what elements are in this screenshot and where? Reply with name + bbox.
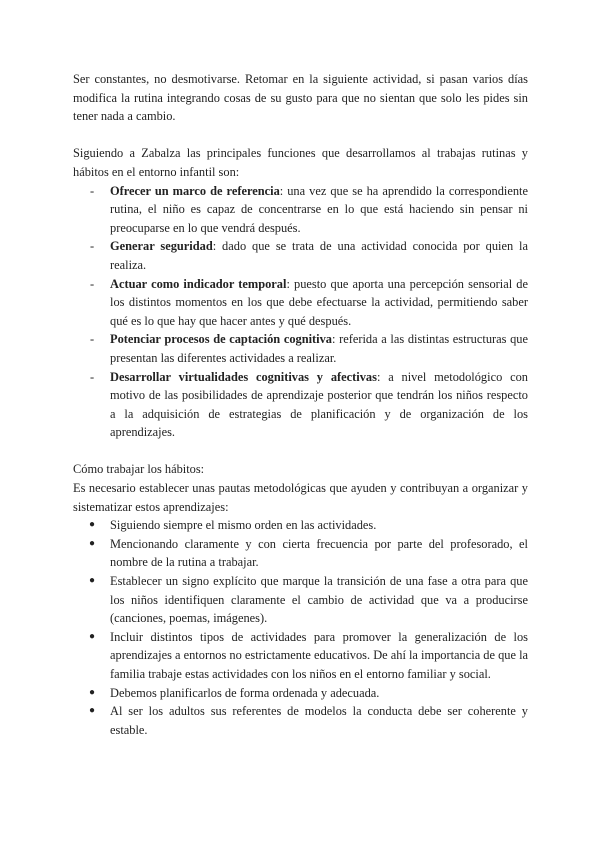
function-term: Potenciar procesos de captación cognitiva [110,332,333,347]
bullet-marker: ● [89,575,96,587]
function-item-time-indicator [73,275,528,331]
habit-item [73,628,528,684]
habit-text: Al ser los adultos sus referentes de modelos la conducta debe ser coherente y estable. [110,704,528,737]
bullet-marker: ● [89,519,96,531]
function-text: : una vez que se ha aprendido la correspondiente rutina, el niño es capaz de concentrarse en lo que está haciendo sin pensar ni preocuparse en lo que vendrá después. [110,183,528,235]
bullet-marker: ● [89,630,96,642]
habits-heading: Cómo trabajar los hábitos: [73,462,205,477]
habit-item [73,572,528,628]
intro-paragraph: Ser constantes, no desmotivarse. Retomar en la siguiente actividad, si pasan varios días modifica la rutina integrando cosas de su gusto para que no sientan que solo les pides sin tener nada a cambio. [73,72,528,124]
habit-text: Debemos planificarlos de forma ordenada y adecuada. [110,685,380,700]
habit-item [73,702,528,739]
function-term: Desarrollar virtualidades cognitivas y afectivas [110,369,377,384]
habit-item [73,684,528,703]
function-text: : puesto que aporta una percepción sensorial de los distintos momentos en los que debe efectuarse la actividad, permitiendo saber qué es lo que hay que hacer antes y qué después. [110,276,528,328]
habit-text: Mencionando claramente y con cierta frecuencia por parte del profesorado, el nombre de la rutina a trabajar. [110,536,528,570]
functions-list [73,182,528,442]
function-term: Ofrecer un marco de referencia [110,183,280,198]
dash-marker: - [90,183,95,198]
dash-marker: - [90,332,95,347]
paragraph-gap [73,126,528,145]
dash-marker: - [90,276,95,291]
bullet-marker: ● [89,686,96,698]
function-term: Generar seguridad [110,239,213,254]
bullet-marker: ● [89,537,96,549]
function-text: : referida a las distintas estructuras que presentan las diferentes actividades a realizar. [110,332,528,365]
habits-list [73,516,528,739]
dash-marker: - [90,369,95,384]
functions-lead-paragraph: Siguiendo a Zabalza las principales funciones que desarrollamos al trabajas rutinas y hábitos en el entorno infantil son: [73,146,528,179]
function-term: Actuar como indicador temporal [110,276,287,291]
function-item-security [73,237,528,274]
habit-text: Siguiendo siempre el mismo orden en las actividades. [110,518,377,533]
paragraph-gap [73,442,528,461]
function-item-cognitive-capture [73,330,528,367]
habit-item [73,535,528,572]
function-item-reference-frame [73,182,528,238]
habit-text: Establecer un signo explícito que marque la transición de una fase a otra para que los niños identifiquen claramente el cambio de actividad que va a producirse (canciones, poemas, imágenes). [110,574,528,626]
bullet-marker: ● [89,705,96,717]
function-text: : a nivel metodológico con motivo de las posibilidades de aprendizaje posterior que tendrán los niños respecto a la adquisición de estrategias de planificación y de organización de los aprendizajes. [110,369,528,440]
habit-item [73,516,528,535]
function-text: : dado que se trata de una actividad conocida por quien la realiza. [110,239,528,272]
dash-marker: - [90,239,95,254]
habit-text: Incluir distintos tipos de actividades para promover la generalización de los aprendizajes a entornos no estrictamente educativos. De ahí la importancia de que la familia trabaje estas actividades con los niños en el entorno familiar y social. [110,629,529,681]
function-item-cognitive-affective [73,368,528,442]
habits-lead-paragraph: Es necesario establecer unas pautas metodológicas que ayuden y contribuyan a organizar y sistematizar estos aprendizajes: [73,481,528,514]
page-content [73,70,528,739]
